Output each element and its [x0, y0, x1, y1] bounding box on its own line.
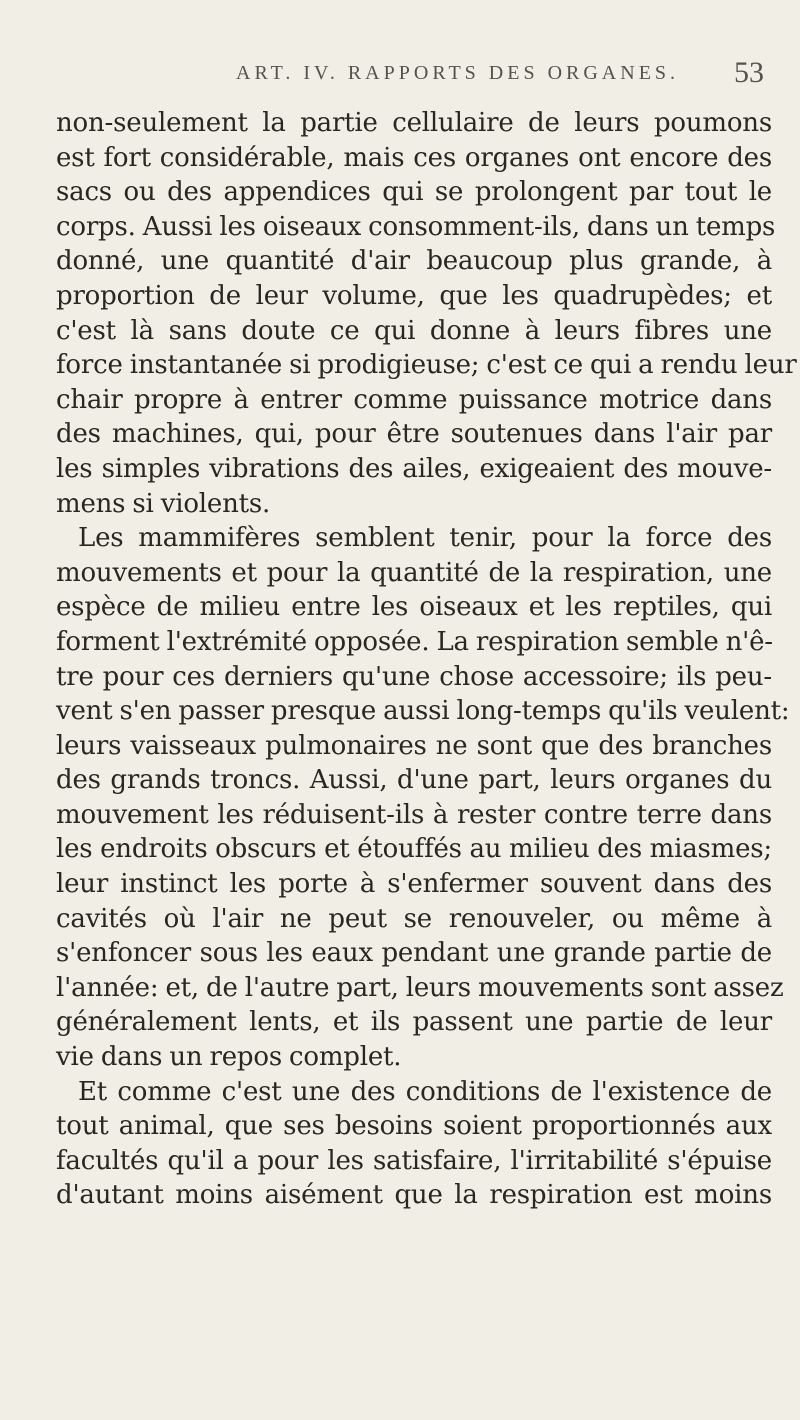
text-line: espèce de milieu entre les oiseaux et les reptiles, qui	[56, 592, 772, 623]
text-line: mens si violents.	[56, 488, 271, 519]
body-text	[56, 106, 797, 1213]
text-line: tre pour ces derniers qu'une chose accessoire; ils peu-	[56, 661, 772, 692]
text-line: l'année: et, de l'autre part, leurs mouvements sont assez	[56, 972, 784, 1003]
text-line: des grands troncs. Aussi, d'une part, leurs organes du	[56, 765, 772, 796]
text-line: proportion de leur volume, que les quadrupèdes; et	[56, 280, 772, 311]
text-line: s'enfoncer sous les eaux pendant une grande partie de	[56, 938, 772, 969]
text-line: sacs ou des appendices qui se prolongent par tout le	[56, 177, 772, 208]
text-line: forment l'extrémité opposée. La respiration semble n'ê-	[56, 626, 773, 657]
text-line: les simples vibrations des ailes, exigeaient des mouve-	[56, 453, 772, 484]
text-line: vent s'en passer presque aussi long-temps qu'ils veulent:	[56, 696, 790, 727]
paragraph-start-line: Les mammifères semblent tenir, pour la force des	[78, 523, 772, 554]
text-line: généralement lents, et ils passent une partie de leur	[56, 1007, 772, 1038]
page-number: 53	[734, 56, 764, 89]
text-line: facultés qu'il a pour les satisfaire, l'irritabilité s'épuise	[56, 1145, 772, 1176]
running-head	[236, 56, 764, 102]
running-title: ART. IV. RAPPORTS DES ORGANES.	[236, 62, 680, 84]
text-line: les endroits obscurs et étouffés au milieu des miasmes;	[56, 834, 772, 865]
text-line: mouvement les réduisent-ils à rester contre terre dans	[56, 799, 772, 830]
text-line: est fort considérable, mais ces organes ont encore des	[56, 142, 772, 173]
text-line: donné, une quantité d'air beaucoup plus grande, à	[56, 246, 772, 277]
text-line: leurs vaisseaux pulmonaires ne sont que des branches	[56, 730, 772, 761]
text-line: non-seulement la partie cellulaire de leurs poumons	[56, 108, 772, 138]
text-line: mouvements et pour la quantité de la respiration, une	[56, 557, 772, 588]
text-line: chair propre à entrer comme puissance motrice dans	[56, 384, 772, 415]
text-line: force instantanée si prodigieuse; c'est ce qui a rendu leur	[56, 350, 797, 381]
text-line: des machines, qui, pour être soutenues dans l'air par	[56, 419, 772, 450]
paragraph-start-line: Et comme c'est une des conditions de l'existence de	[78, 1076, 772, 1107]
text-line: tout animal, que ses besoins soient proportionnés aux	[56, 1111, 772, 1142]
text-line: corps. Aussi les oiseaux consomment-ils, dans un temps	[56, 211, 776, 242]
text-line: vie dans un repos complet.	[56, 1042, 402, 1073]
text-line: leur instinct les porte à s'enfermer souvent dans des	[56, 869, 772, 900]
text-line: c'est là sans doute ce qui donne à leurs fibres une	[56, 315, 772, 346]
text-line: cavités où l'air ne peut se renouveler, ou même à	[56, 903, 772, 934]
text-line: d'autant moins aisément que la respiration est moins	[56, 1180, 772, 1211]
